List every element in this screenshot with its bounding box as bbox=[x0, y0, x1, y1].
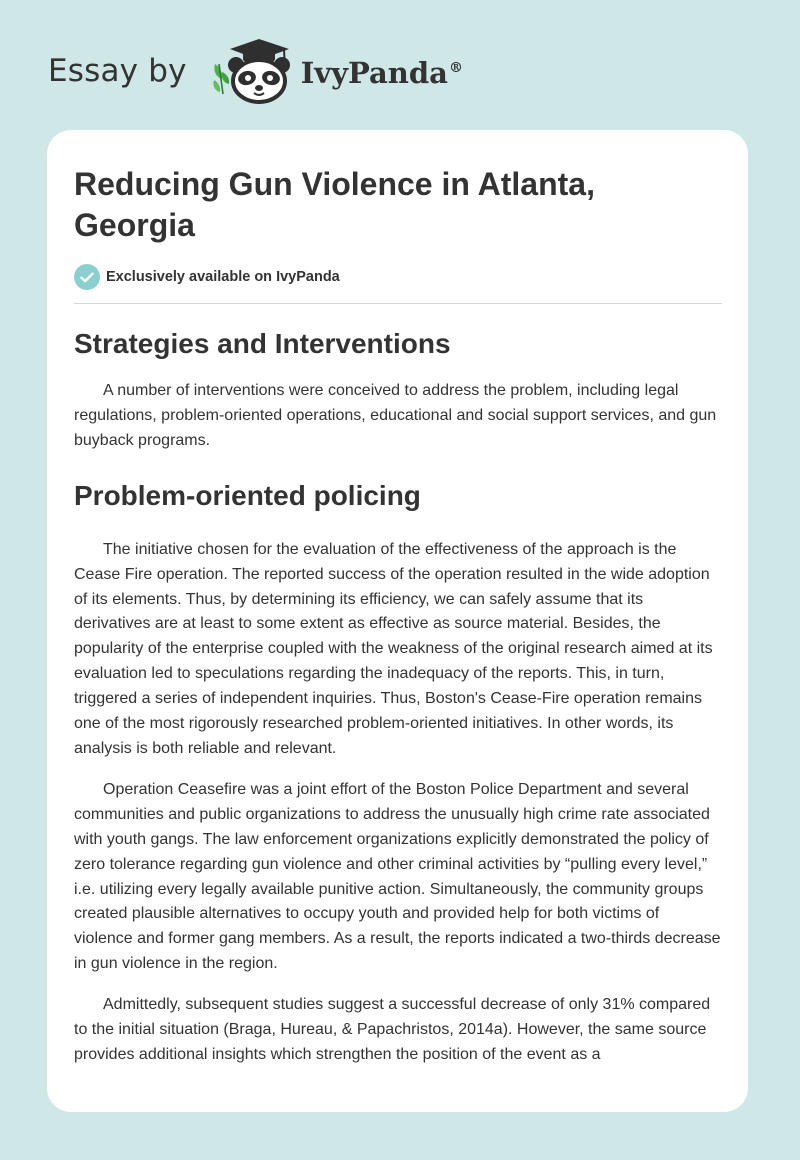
exclusive-label: Exclusively available on IvyPanda bbox=[106, 269, 340, 285]
essay-card bbox=[47, 130, 748, 1112]
checkmark-icon bbox=[74, 264, 100, 290]
panda-graduate-icon bbox=[205, 36, 297, 106]
section-heading-strategies: Strategies and Interventions bbox=[74, 328, 451, 359]
paragraph: Admittedly, subsequent studies suggest a successful decrease of only 31% compared to the initial situation (Braga, Hureau, & Papachristos, 2014a). However, the same source provides additional insights which strengthen the position of the event as a bbox=[74, 996, 711, 1063]
paragraph: The initiative chosen for the evaluation of the effectiveness of the approach is the Cease Fire operation. The reported success of the operation resulted in the wide adoption of its elements. Thus, by determining its efficiency, we can safely assume that its derivatives are at least to some extent as effective as source material. Besides, the popularity of the enterprise coupled with the weakness of the original research aimed at its evaluation led to speculations regarding the inadequacy of the reports. This, in turn, triggered a series of independent inquiries. Thus, Boston's Cease-Fire operation remains one of the most rigorously researched problem-oriented initiatives. In other words, its analysis is both reliable and relevant. bbox=[74, 540, 713, 757]
divider bbox=[74, 303, 722, 304]
section-heading-policing: Problem-oriented policing bbox=[74, 479, 421, 511]
brand-name: IvyPanda® bbox=[300, 56, 463, 90]
paragraph: Operation Ceasefire was a joint effort of the Boston Police Department and several communities and public organizations to address the unusually high crime rate associated with youth gangs. The law enforcement organizations explicitly demonstrated the policy of zero tolerance regarding gun violence and other criminal activities by “pulling every level,” i.e. utilizing every legally available punitive action. Simultaneously, the community groups created plausible alternatives to occupy youth and provided help for both victims of violence and former gang members. As a result, the reports indicated a two-thirds decrease in gun violence in the region. bbox=[74, 780, 721, 973]
paragraph: A number of interventions were conceived to address the problem, including legal regulations, problem-oriented operations, educational and social support services, and gun buyback programs. bbox=[74, 382, 717, 449]
site-header-logo[interactable] bbox=[48, 36, 463, 106]
brand-prefix: Essay by bbox=[48, 53, 187, 89]
page-title: Reducing Gun Violence in Atlanta, Georgia bbox=[74, 166, 595, 243]
essay-content bbox=[74, 164, 722, 1084]
exclusive-badge bbox=[74, 264, 722, 290]
